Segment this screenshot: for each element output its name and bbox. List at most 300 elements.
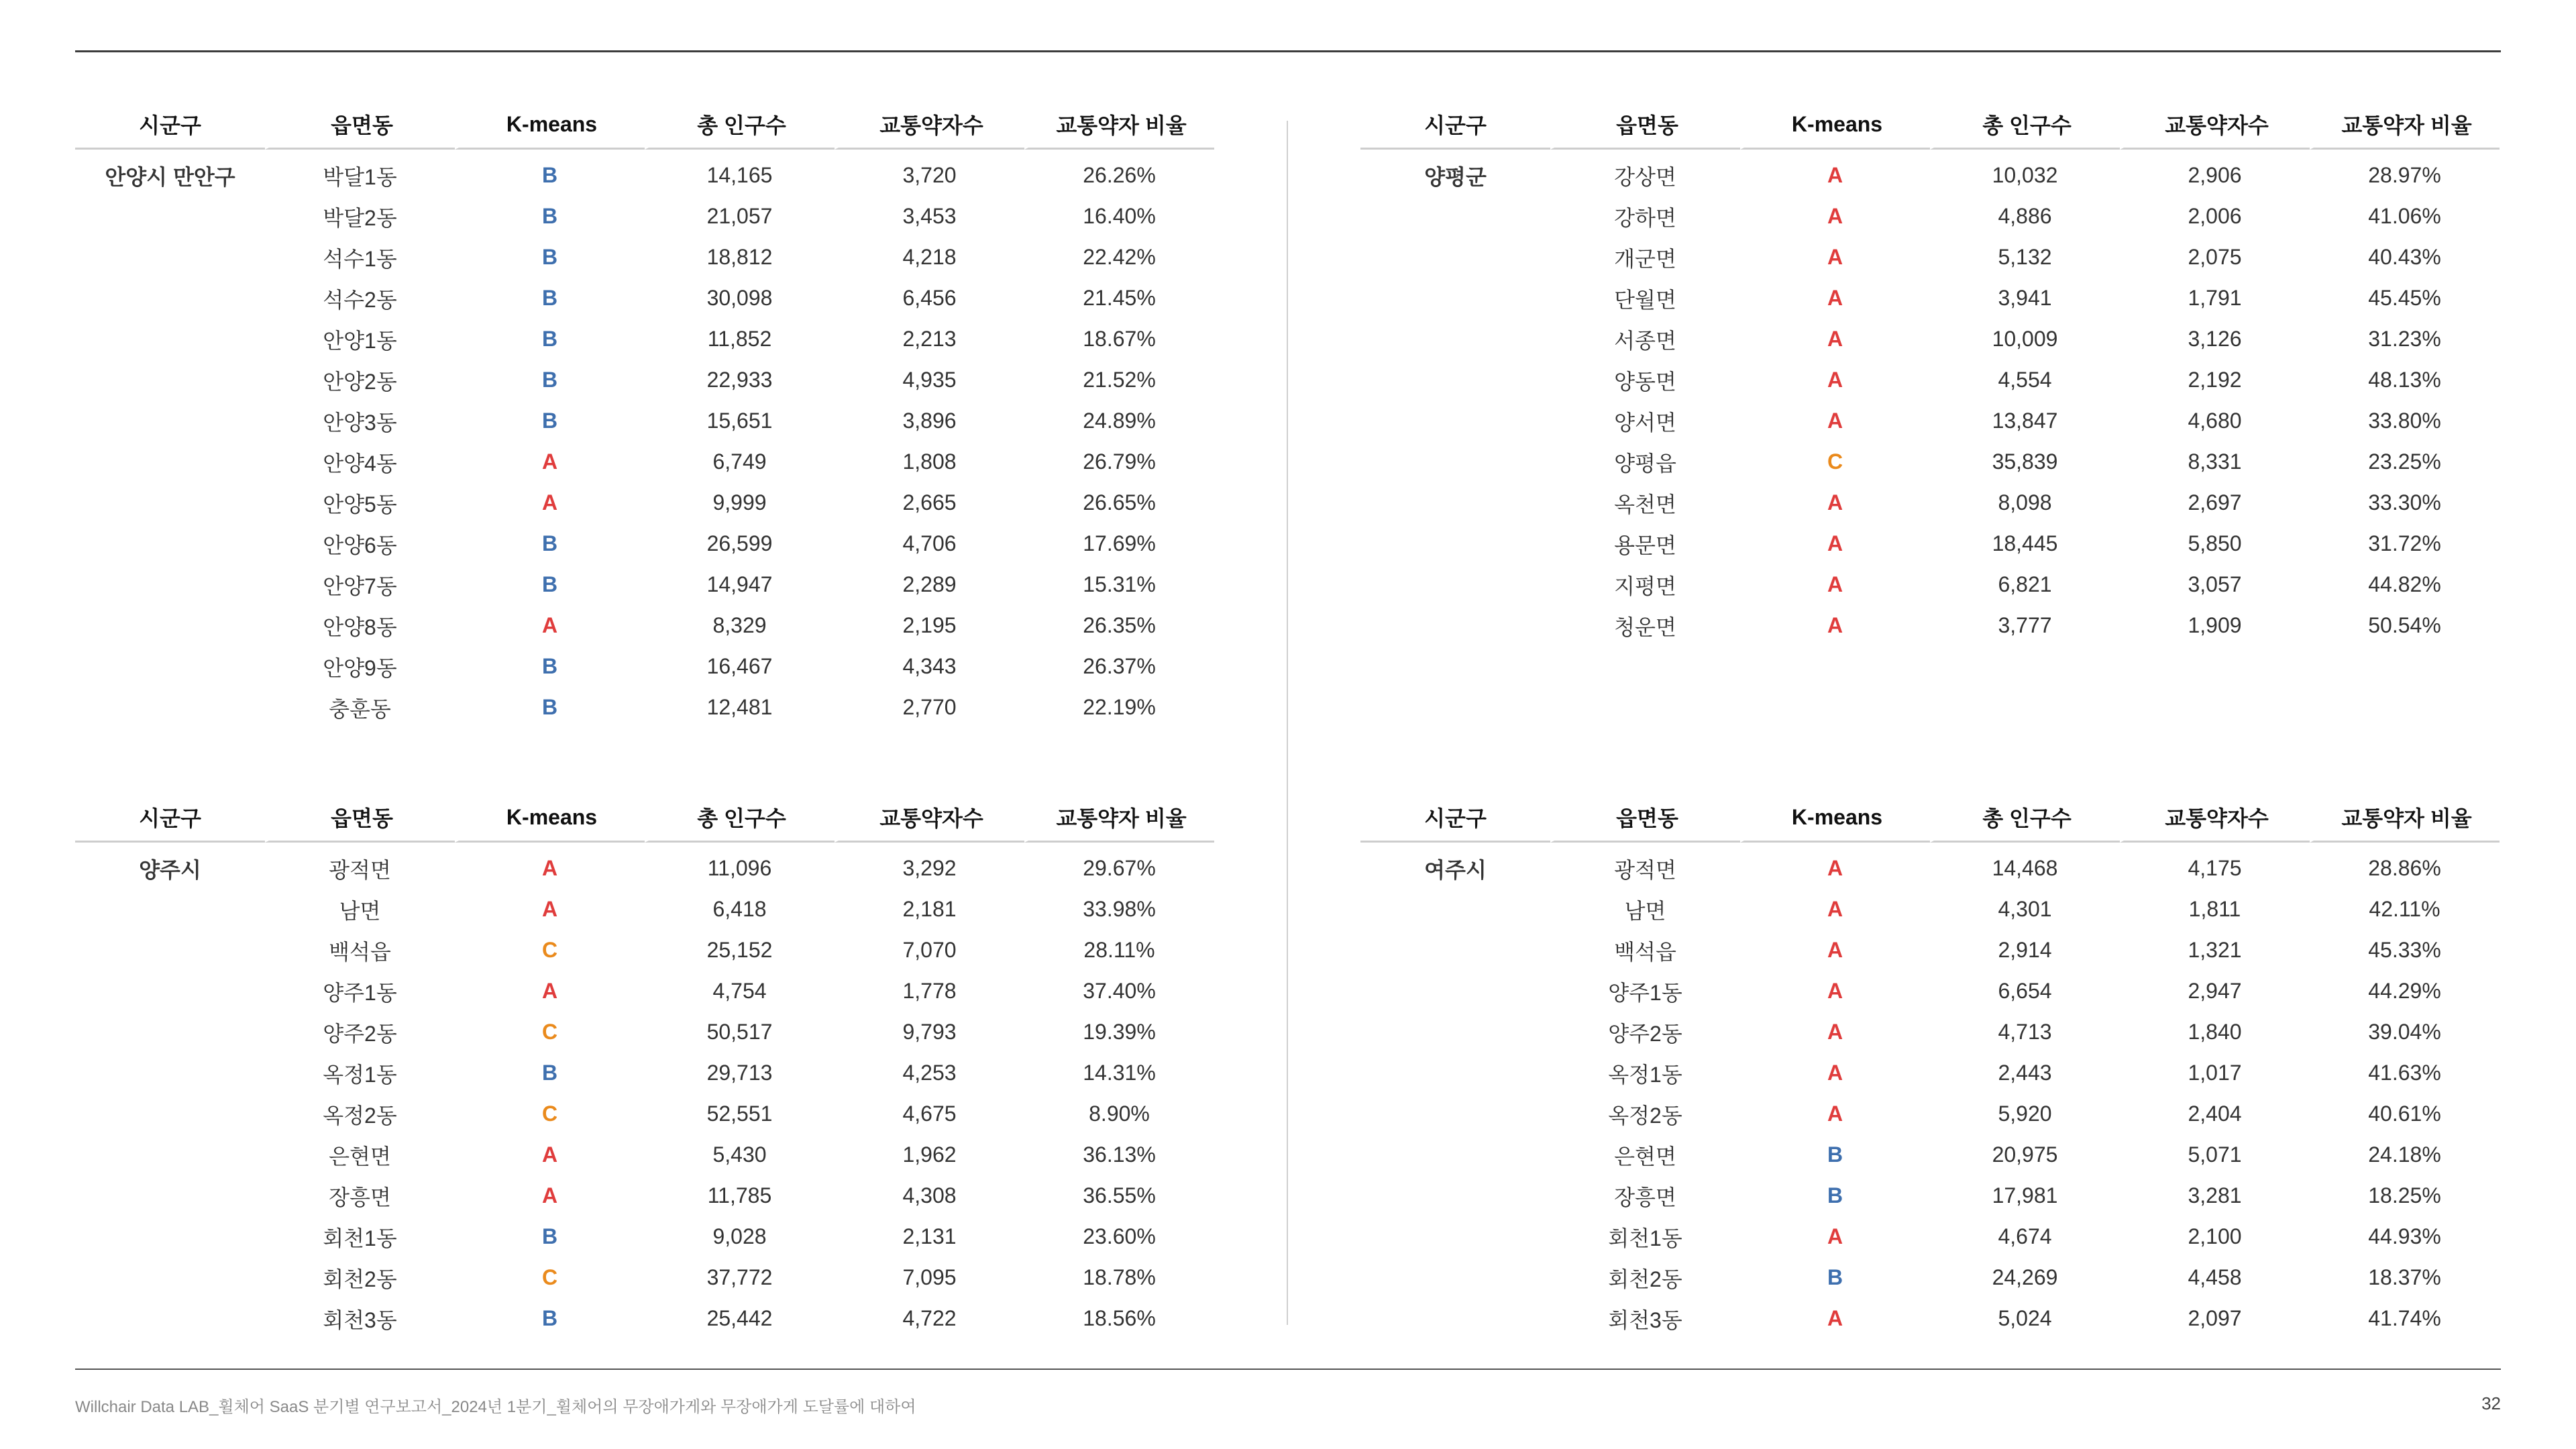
cell-eupmyeondong: 옥정2동 (323, 1103, 397, 1128)
cell-vulnerable-ratio: 45.33% (2368, 938, 2441, 962)
cell-vulnerable-count: 1,962 (902, 1142, 957, 1167)
header-vulnerable-count: 교통약자수 (835, 101, 1024, 150)
cell-kmeans: A (1827, 979, 1843, 1003)
cell-eupmyeondong: 양평읍 (1614, 451, 1676, 476)
cell-kmeans: B (541, 204, 558, 228)
cell-kmeans: A (541, 897, 558, 921)
cell-total-population: 6,749 (712, 449, 767, 474)
cell-vulnerable-ratio: 44.93% (2368, 1224, 2441, 1248)
cell-kmeans: A (1827, 1102, 1843, 1126)
cell-vulnerable-count: 3,453 (902, 204, 957, 228)
cell-vulnerable-count: 1,791 (2188, 286, 2242, 310)
header-vulnerable-count: 교통약자수 (2120, 101, 2310, 150)
cell-eupmyeondong: 광적면 (1614, 857, 1676, 882)
cell-vulnerable-count: 4,458 (2188, 1265, 2242, 1289)
cell-vulnerable-count: 1,840 (2188, 1020, 2242, 1044)
cell-sigungu (75, 1012, 265, 1053)
cell-sigungu (1360, 523, 1550, 564)
cell-total-population: 8,098 (1998, 490, 2052, 515)
cell-total-population: 2,914 (1998, 938, 2052, 962)
cell-total-population: 18,445 (1992, 531, 2058, 555)
cell-eupmyeondong: 안양2동 (323, 369, 397, 394)
cell-sigungu (75, 687, 265, 728)
header-total-population: 총 인구수 (645, 794, 835, 843)
cell-total-population: 2,443 (1998, 1061, 2052, 1085)
cell-vulnerable-count: 4,253 (902, 1061, 957, 1085)
table-row (75, 971, 1214, 1012)
top-rule (75, 50, 2501, 52)
cell-eupmyeondong: 용문면 (1614, 533, 1676, 557)
cell-kmeans: C (541, 1102, 558, 1126)
cell-sigungu (1360, 1012, 1550, 1053)
cell-total-population: 14,947 (706, 572, 773, 596)
cell-eupmyeondong: 회천2동 (1608, 1267, 1682, 1291)
cell-total-population: 5,430 (712, 1142, 767, 1167)
cell-kmeans: A (1827, 938, 1843, 962)
cell-eupmyeondong: 회천3동 (323, 1307, 397, 1332)
cell-vulnerable-ratio: 18.56% (1083, 1306, 1156, 1330)
cell-sigungu (75, 1053, 265, 1093)
cell-sigungu (1360, 1216, 1550, 1257)
cell-sigungu (75, 319, 265, 360)
cell-eupmyeondong: 양서면 (1614, 410, 1676, 435)
cell-eupmyeondong: 강상면 (1614, 164, 1676, 189)
cell-vulnerable-count: 2,947 (2188, 979, 2242, 1003)
cell-kmeans: A (1827, 368, 1843, 392)
cell-eupmyeondong: 옥정2동 (1608, 1103, 1682, 1128)
cell-kmeans: B (541, 531, 558, 555)
header-kmeans: K-means (455, 794, 645, 843)
cell-vulnerable-ratio: 23.25% (2368, 449, 2441, 474)
cell-eupmyeondong: 박달2동 (323, 205, 397, 230)
cell-eupmyeondong: 박달1동 (323, 164, 397, 189)
cell-total-population: 4,301 (1998, 897, 2052, 921)
cell-kmeans: A (1827, 327, 1843, 351)
table-row (1360, 1257, 2500, 1298)
cell-vulnerable-count: 4,722 (902, 1306, 957, 1330)
cell-total-population: 3,777 (1998, 613, 2052, 637)
cell-kmeans: A (1827, 1224, 1843, 1248)
cell-total-population: 35,839 (1992, 449, 2058, 474)
table-row (1360, 237, 2500, 278)
table-row (75, 1012, 1214, 1053)
cell-vulnerable-count: 1,778 (902, 979, 957, 1003)
header-vulnerable-ratio: 교통약자 비율 (1024, 101, 1214, 150)
cell-sigungu (75, 930, 265, 971)
cell-vulnerable-count: 2,075 (2188, 245, 2242, 269)
cell-eupmyeondong: 지평면 (1614, 574, 1676, 598)
cell-kmeans: A (1827, 531, 1843, 555)
cell-kmeans: A (1827, 1061, 1843, 1085)
header-vulnerable-ratio: 교통약자 비율 (2310, 101, 2500, 150)
cell-eupmyeondong: 회천1동 (323, 1226, 397, 1250)
cell-eupmyeondong: 안양3동 (323, 410, 397, 435)
cell-vulnerable-ratio: 21.45% (1083, 286, 1156, 310)
cell-vulnerable-count: 9,793 (902, 1020, 957, 1044)
table-row (1360, 1053, 2500, 1093)
cell-sigungu (75, 564, 265, 605)
cell-eupmyeondong: 단월면 (1614, 287, 1676, 312)
table-row (75, 1257, 1214, 1298)
header-sigungu: 시군구 (1360, 101, 1550, 150)
cell-total-population: 4,674 (1998, 1224, 2052, 1248)
cell-sigungu (1360, 482, 1550, 523)
cell-vulnerable-ratio: 14.31% (1083, 1061, 1156, 1085)
cell-vulnerable-ratio: 15.31% (1083, 572, 1156, 596)
cell-sigungu (1360, 1257, 1550, 1298)
cell-eupmyeondong: 충훈동 (329, 696, 391, 721)
cell-eupmyeondong: 석수2동 (323, 287, 397, 312)
cell-vulnerable-count: 2,906 (2188, 163, 2242, 187)
cell-eupmyeondong: 은현면 (1614, 1144, 1676, 1169)
cell-kmeans: A (1827, 245, 1843, 269)
header-eupmyeondong: 읍면동 (1550, 101, 1740, 150)
table-row (75, 1298, 1214, 1339)
footer-text: Willchair Data LAB_휠체어 SaaS 분기별 연구보고서_2024년 1분기_휠체어의 무장애가게와 무장애가게 도달률에 대하여 (75, 1398, 916, 1416)
table-row (75, 564, 1214, 605)
cell-eupmyeondong: 양주2동 (323, 1021, 397, 1046)
cell-vulnerable-ratio: 41.06% (2368, 204, 2441, 228)
table-row (75, 1053, 1214, 1093)
cell-vulnerable-ratio: 26.37% (1083, 654, 1156, 678)
cell-sigungu (1360, 319, 1550, 360)
cell-vulnerable-ratio: 40.61% (2368, 1102, 2441, 1126)
cell-sigungu (75, 971, 265, 1012)
table-row (75, 196, 1214, 237)
cell-sigungu (75, 196, 265, 237)
cell-total-population: 11,852 (707, 327, 772, 351)
cell-sigungu (1360, 441, 1550, 482)
cell-vulnerable-count: 4,218 (902, 245, 957, 269)
cell-eupmyeondong: 장흥면 (1614, 1185, 1676, 1210)
table-row (75, 360, 1214, 400)
cell-sigungu (75, 889, 265, 930)
cell-vulnerable-ratio: 23.60% (1083, 1224, 1156, 1248)
table-row (1360, 1216, 2500, 1257)
cell-kmeans: A (541, 1142, 558, 1167)
table-body (75, 150, 1214, 728)
cell-sigungu (1360, 360, 1550, 400)
header-total-population: 총 인구수 (645, 101, 835, 150)
cell-eupmyeondong: 석수1동 (323, 246, 397, 271)
page-number: 32 (2481, 1393, 2501, 1413)
cell-sigungu (75, 523, 265, 564)
cell-total-population: 6,418 (712, 897, 767, 921)
cell-vulnerable-count: 4,175 (2188, 856, 2242, 880)
cell-kmeans: A (1827, 572, 1843, 596)
cell-total-population: 52,551 (706, 1102, 773, 1126)
table-row (75, 278, 1214, 319)
cell-kmeans: A (1827, 897, 1843, 921)
cell-kmeans: B (541, 245, 558, 269)
cell-vulnerable-count: 1,909 (2188, 613, 2242, 637)
cell-vulnerable-ratio: 28.97% (2368, 163, 2441, 187)
header-total-population: 총 인구수 (1930, 794, 2120, 843)
cell-sigungu (75, 1093, 265, 1134)
cell-vulnerable-count: 4,680 (2188, 409, 2242, 433)
cell-eupmyeondong: 양동면 (1614, 369, 1676, 394)
table-row (1360, 605, 2500, 646)
cell-vulnerable-count: 2,665 (902, 490, 957, 515)
cell-total-population: 3,941 (1998, 286, 2052, 310)
cell-sigungu (1360, 564, 1550, 605)
cell-kmeans: A (1827, 1306, 1843, 1330)
header-kmeans: K-means (1740, 794, 1930, 843)
table-row (1360, 930, 2500, 971)
cell-kmeans: B (1827, 1142, 1843, 1167)
cell-sigungu (1360, 930, 1550, 971)
cell-sigungu (75, 360, 265, 400)
cell-eupmyeondong: 서종면 (1614, 328, 1676, 353)
cell-total-population: 29,713 (706, 1061, 773, 1085)
cell-sigungu (1360, 1175, 1550, 1216)
cell-kmeans: B (541, 1061, 558, 1085)
cell-vulnerable-count: 3,292 (902, 856, 957, 880)
cell-eupmyeondong: 옥천면 (1614, 492, 1676, 517)
cell-vulnerable-count: 2,131 (902, 1224, 957, 1248)
cell-sigungu (75, 278, 265, 319)
cell-vulnerable-count: 2,213 (902, 327, 957, 351)
cell-kmeans: B (541, 695, 558, 719)
table-row (75, 687, 1214, 728)
table-yeoju (1360, 794, 2500, 1339)
cell-total-population: 18,812 (706, 245, 773, 269)
table-row (1360, 482, 2500, 523)
cell-sigungu: 여주시 (1424, 857, 1487, 882)
table-row (75, 646, 1214, 687)
header-kmeans: K-means (455, 101, 645, 150)
cell-vulnerable-count: 2,289 (902, 572, 957, 596)
header-sigungu: 시군구 (1360, 794, 1550, 843)
cell-sigungu (1360, 400, 1550, 441)
cell-sigungu (75, 1298, 265, 1339)
cell-vulnerable-count: 2,100 (2188, 1224, 2242, 1248)
cell-vulnerable-count: 4,675 (902, 1102, 957, 1126)
cell-vulnerable-ratio: 42.11% (2369, 897, 2440, 921)
cell-vulnerable-count: 2,181 (902, 897, 957, 921)
cell-vulnerable-ratio: 36.13% (1083, 1142, 1156, 1167)
cell-eupmyeondong: 회천3동 (1608, 1307, 1682, 1332)
cell-total-population: 14,165 (706, 163, 773, 187)
cell-vulnerable-count: 5,071 (2188, 1142, 2242, 1167)
cell-vulnerable-count: 1,811 (2188, 897, 2241, 921)
cell-vulnerable-ratio: 24.89% (1083, 409, 1156, 433)
table-row (1360, 971, 2500, 1012)
cell-vulnerable-ratio: 33.98% (1083, 897, 1156, 921)
cell-vulnerable-ratio: 26.35% (1083, 613, 1156, 637)
cell-vulnerable-ratio: 22.19% (1083, 695, 1156, 719)
cell-eupmyeondong: 회천1동 (1608, 1226, 1682, 1250)
cell-vulnerable-ratio: 39.04% (2368, 1020, 2441, 1044)
cell-eupmyeondong: 청운면 (1614, 614, 1676, 639)
cell-kmeans: A (1827, 286, 1843, 310)
cell-vulnerable-ratio: 19.39% (1083, 1020, 1156, 1044)
cell-vulnerable-ratio: 16.40% (1083, 204, 1156, 228)
cell-eupmyeondong: 회천2동 (323, 1267, 397, 1291)
cell-total-population: 4,754 (712, 979, 767, 1003)
cell-kmeans: A (1827, 409, 1843, 433)
cell-eupmyeondong: 안양7동 (323, 574, 397, 598)
cell-vulnerable-ratio: 21.52% (1083, 368, 1156, 392)
table-row (75, 441, 1214, 482)
cell-sigungu: 양평군 (1424, 164, 1487, 189)
table-row (1360, 400, 2500, 441)
cell-eupmyeondong: 개군면 (1614, 246, 1676, 271)
cell-vulnerable-count: 2,097 (2188, 1306, 2242, 1330)
cell-kmeans: A (1827, 613, 1843, 637)
header-vulnerable-ratio: 교통약자 비율 (2310, 794, 2500, 843)
cell-kmeans: A (541, 856, 558, 880)
table-row (1360, 1134, 2500, 1175)
cell-total-population: 4,886 (1998, 204, 2052, 228)
cell-vulnerable-ratio: 29.67% (1083, 856, 1156, 880)
cell-kmeans: A (1827, 163, 1843, 187)
cell-vulnerable-ratio: 33.30% (2368, 490, 2441, 515)
cell-total-population: 13,847 (1992, 409, 2058, 433)
cell-vulnerable-count: 8,331 (2188, 449, 2242, 474)
cell-sigungu (1360, 605, 1550, 646)
table-row (1360, 564, 2500, 605)
cell-vulnerable-ratio: 50.54% (2368, 613, 2441, 637)
cell-vulnerable-ratio: 41.63% (2368, 1061, 2441, 1085)
cell-vulnerable-count: 7,095 (902, 1265, 957, 1289)
table-row (1360, 360, 2500, 400)
cell-sigungu (1360, 1298, 1550, 1339)
table-row (75, 605, 1214, 646)
table-row (1360, 278, 2500, 319)
cell-kmeans: B (541, 163, 558, 187)
cell-sigungu (75, 605, 265, 646)
table-row (1360, 889, 2500, 930)
cell-total-population: 5,024 (1998, 1306, 2052, 1330)
cell-total-population: 22,933 (706, 368, 773, 392)
cell-vulnerable-count: 2,195 (902, 613, 957, 637)
cell-kmeans: A (1827, 204, 1843, 228)
cell-vulnerable-ratio: 18.78% (1083, 1265, 1156, 1289)
cell-total-population: 11,785 (707, 1183, 772, 1208)
cell-vulnerable-count: 1,017 (2188, 1061, 2242, 1085)
cell-kmeans: B (541, 327, 558, 351)
cell-sigungu (75, 441, 265, 482)
cell-kmeans: A (541, 979, 558, 1003)
cell-kmeans: B (541, 1306, 558, 1330)
cell-total-population: 15,651 (706, 409, 773, 433)
cell-total-population: 4,554 (1998, 368, 2052, 392)
cell-eupmyeondong: 강하면 (1614, 205, 1676, 230)
table-row (75, 1134, 1214, 1175)
cell-vulnerable-ratio: 8.90% (1089, 1102, 1150, 1126)
cell-vulnerable-ratio: 48.13% (2368, 368, 2441, 392)
table-row (1360, 319, 2500, 360)
cell-vulnerable-ratio: 17.69% (1083, 531, 1156, 555)
cell-vulnerable-count: 1,808 (902, 449, 957, 474)
table-row (1360, 1175, 2500, 1216)
table-row (1360, 1093, 2500, 1134)
cell-total-population: 20,975 (1992, 1142, 2058, 1167)
cell-eupmyeondong: 안양9동 (323, 655, 397, 680)
cell-kmeans: B (1827, 1265, 1843, 1289)
cell-vulnerable-count: 3,720 (902, 163, 957, 187)
table-header-row (75, 794, 1214, 843)
cell-eupmyeondong: 옥정1동 (323, 1062, 397, 1087)
cell-sigungu (1360, 237, 1550, 278)
cell-vulnerable-ratio: 18.25% (2368, 1183, 2441, 1208)
table-row (75, 889, 1214, 930)
cell-vulnerable-count: 1,321 (2188, 938, 2242, 962)
cell-eupmyeondong: 안양6동 (323, 533, 397, 557)
cell-total-population: 37,772 (706, 1265, 773, 1289)
cell-kmeans: B (541, 409, 558, 433)
cell-eupmyeondong: 광적면 (329, 857, 391, 882)
cell-sigungu (1360, 971, 1550, 1012)
cell-vulnerable-count: 7,070 (902, 938, 957, 962)
cell-vulnerable-count: 4,343 (902, 654, 957, 678)
cell-sigungu (75, 646, 265, 687)
cell-total-population: 4,713 (1998, 1020, 2052, 1044)
cell-kmeans: C (541, 1020, 558, 1044)
cell-eupmyeondong: 안양4동 (323, 451, 397, 476)
cell-vulnerable-ratio: 28.11% (1083, 938, 1155, 962)
cell-vulnerable-ratio: 44.82% (2368, 572, 2441, 596)
table-row (75, 843, 1214, 889)
cell-total-population: 12,481 (706, 695, 773, 719)
cell-sigungu (1360, 889, 1550, 930)
cell-total-population: 25,442 (706, 1306, 773, 1330)
cell-sigungu (1360, 278, 1550, 319)
cell-total-population: 6,654 (1998, 979, 2052, 1003)
table-yangpyeong (1360, 101, 2500, 646)
header-eupmyeondong: 읍면동 (265, 101, 455, 150)
cell-sigungu (75, 1216, 265, 1257)
cell-sigungu (75, 1257, 265, 1298)
cell-eupmyeondong: 남면 (339, 898, 381, 923)
cell-total-population: 9,999 (712, 490, 767, 515)
cell-vulnerable-count: 2,006 (2188, 204, 2242, 228)
table-row (1360, 1012, 2500, 1053)
table-yangju (75, 794, 1214, 1339)
header-vulnerable-count: 교통약자수 (835, 794, 1024, 843)
cell-vulnerable-ratio: 37.40% (1083, 979, 1156, 1003)
cell-total-population: 26,599 (706, 531, 773, 555)
cell-vulnerable-count: 2,404 (2188, 1102, 2242, 1126)
cell-vulnerable-ratio: 22.42% (1083, 245, 1156, 269)
cell-vulnerable-ratio: 33.80% (2368, 409, 2441, 433)
table-header-row (1360, 794, 2500, 843)
cell-vulnerable-ratio: 31.23% (2368, 327, 2441, 351)
cell-kmeans: B (541, 654, 558, 678)
cell-total-population: 8,329 (712, 613, 767, 637)
cell-total-population: 14,468 (1992, 856, 2058, 880)
table-anyang-manan (75, 101, 1214, 728)
table-row (1360, 523, 2500, 564)
cell-sigungu (1360, 1053, 1550, 1093)
cell-vulnerable-count: 3,281 (2188, 1183, 2242, 1208)
cell-total-population: 24,269 (1992, 1265, 2058, 1289)
cell-total-population: 17,981 (1992, 1183, 2058, 1208)
cell-vulnerable-ratio: 31.72% (2368, 531, 2441, 555)
cell-vulnerable-count: 2,697 (2188, 490, 2242, 515)
table-row (75, 482, 1214, 523)
cell-total-population: 10,032 (1992, 163, 2058, 187)
table-row (75, 523, 1214, 564)
cell-eupmyeondong: 은현면 (329, 1144, 391, 1169)
header-eupmyeondong: 읍면동 (1550, 794, 1740, 843)
cell-total-population: 9,028 (712, 1224, 767, 1248)
cell-vulnerable-count: 2,770 (902, 695, 957, 719)
cell-total-population: 5,920 (1998, 1102, 2052, 1126)
cell-kmeans: A (1827, 1020, 1843, 1044)
cell-sigungu: 양주시 (139, 857, 201, 882)
